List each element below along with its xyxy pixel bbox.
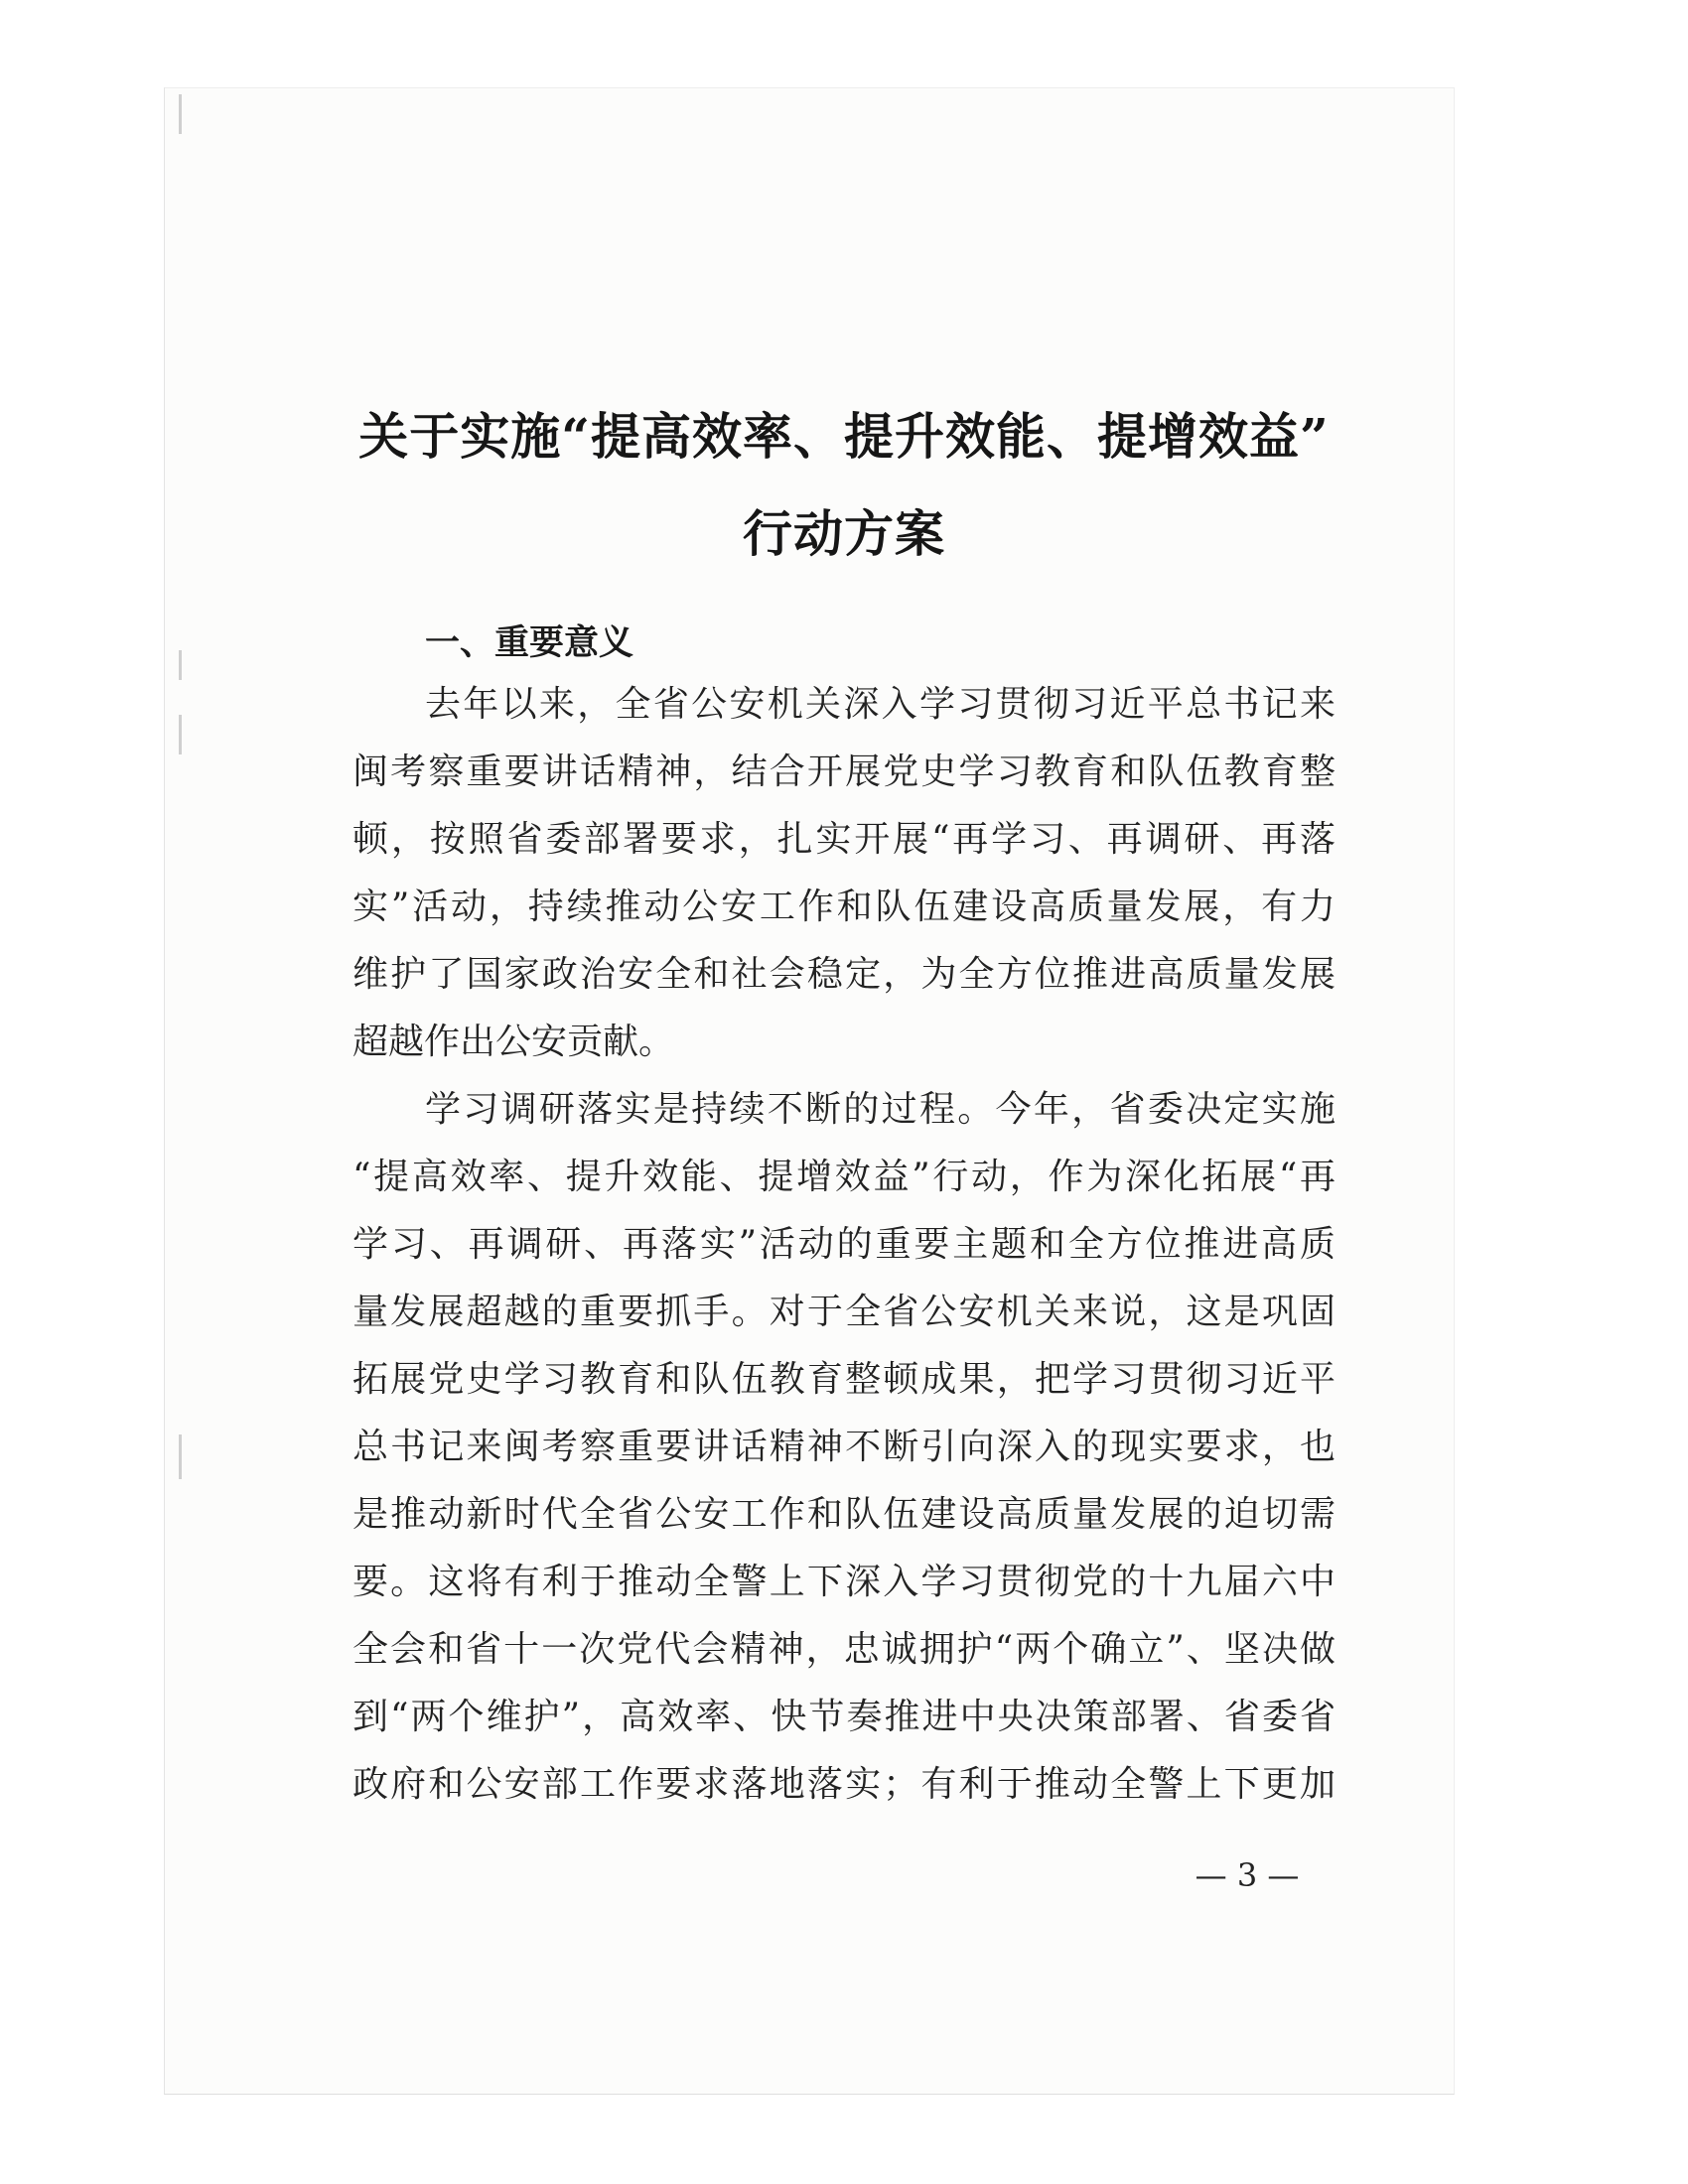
paragraph-2-line: 到“两个维护”，高效率、快节奏推进中央决策部署、省委省 — [352, 1697, 1336, 1737]
paragraph-1-line: 顿，按照省委部署要求，扎实开展“再学习、再调研、再落 — [352, 819, 1336, 860]
paragraph-1-line: 闽考察重要讲话精神，结合开展党史学习教育和队伍教育整 — [352, 751, 1336, 792]
paragraph-2-line: “提高效率、提升效能、提增效益”行动，作为深化拓展“再 — [352, 1157, 1336, 1197]
paragraph-1-line: 实”活动，持续推动公安工作和队伍建设高质量发展，有力 — [352, 887, 1336, 927]
document-title-line-1: 关于实施“提高效率、提升效能、提增效益” — [358, 407, 1330, 466]
paragraph-2-line: 是推动新时代全省公安工作和队伍建设高质量发展的迫切需 — [352, 1494, 1336, 1535]
binding-mark — [179, 715, 182, 754]
document-title-line-2: 行动方案 — [743, 504, 945, 563]
paragraph-1-line: 去年以来，全省公安机关深入学习贯彻习近平总书记来 — [425, 684, 1336, 725]
binding-mark — [179, 650, 182, 680]
paragraph-2-line: 学习调研落实是持续不断的过程。今年，省委决定实施 — [425, 1089, 1336, 1130]
paragraph-2-line: 总书记来闽考察重要讲话精神不断引向深入的现实要求，也 — [352, 1427, 1336, 1467]
binding-mark — [179, 94, 182, 134]
paragraph-2-line: 学习、再调研、再落实”活动的重要主题和全方位推进高质 — [352, 1224, 1336, 1265]
paragraph-1-line: 维护了国家政治安全和社会稳定，为全方位推进高质量发展 — [352, 954, 1336, 995]
paragraph-1-line: 超越作出公安贡献。 — [352, 1022, 675, 1062]
paragraph-2-line: 要。这将有利于推动全警上下深入学习贯彻党的十九届六中 — [352, 1562, 1336, 1602]
binding-mark — [179, 1434, 182, 1479]
paragraph-2-line: 全会和省十一次党代会精神，忠诚拥护“两个确立”、坚决做 — [352, 1629, 1336, 1670]
paragraph-2-line: 政府和公安部工作要求落地落实；有利于推动全警上下更加 — [352, 1764, 1336, 1805]
section-heading: 一、重要意义 — [425, 623, 634, 663]
page-number: — 3 — — [1195, 1856, 1300, 1894]
paragraph-2-line: 拓展党史学习教育和队伍教育整顿成果，把学习贯彻习近平 — [352, 1359, 1336, 1400]
paragraph-2-line: 量发展超越的重要抓手。对于全省公安机关来说，这是巩固 — [352, 1292, 1336, 1332]
